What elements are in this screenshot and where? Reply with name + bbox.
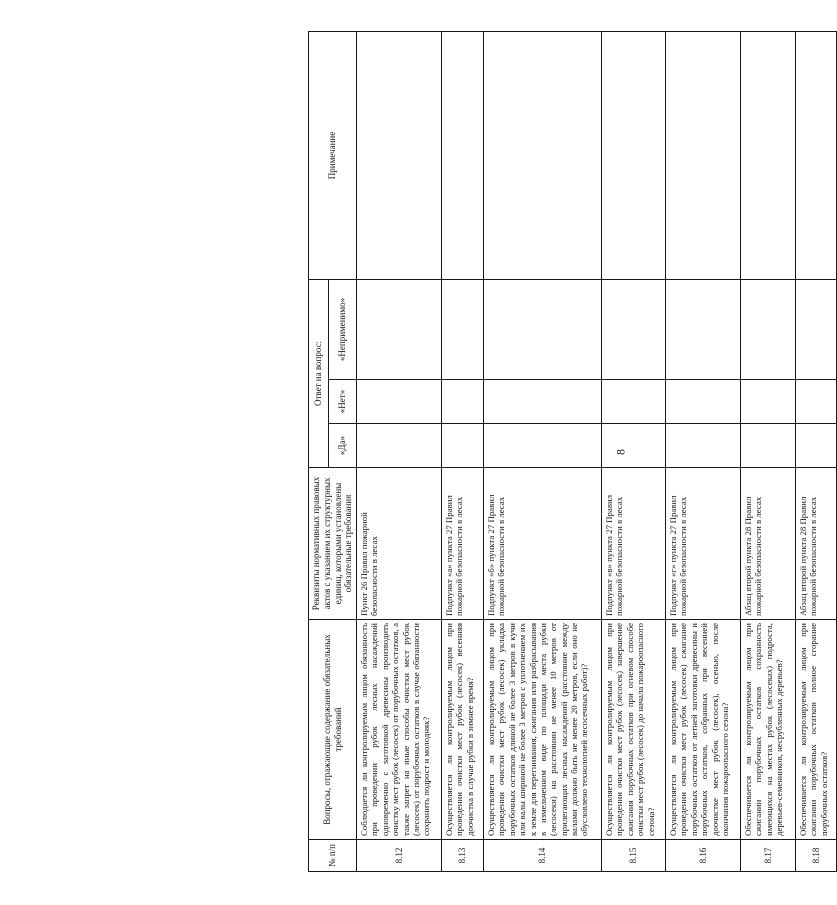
row-num: 8.17: [741, 840, 796, 872]
checklist-sheet: [308, 32, 829, 872]
header-yes: «Да»: [329, 424, 357, 468]
note-cell: [357, 32, 442, 280]
note-cell: [484, 32, 602, 280]
row-question: Осуществляется ли контролируемым лицом при проведении очистки мест рубок (лесосек) завершение сжигания порубочных остатков при огневом способе очистки мест рубок (лесосек) до начала пожароопасного сезона?: [602, 620, 666, 840]
row-requisite: Подпункт «б» пункта 27 Правил пожарной безопасности в лесах: [484, 468, 602, 620]
answer-yes-cell: [796, 424, 837, 468]
answer-na-cell: [484, 280, 602, 380]
row-requisite: Подпункт «г» пункта 27 Правил пожарной безопасности в лесах: [666, 468, 741, 620]
answer-na-cell: [357, 280, 442, 380]
row-num: 8.16: [666, 840, 741, 872]
answer-yes-cell: [602, 424, 666, 468]
row-question: Осуществляется ли контролируемым лицом при проведении очистки мест рубок (лесосек) сжигание порубочных остатков от летней заготовки древесины и порубочных остатков, собранных при весенней доочистке мест рубок (лесосек), осенью, после окончания пожароопасного сезона?: [666, 620, 741, 840]
answer-na-cell: [666, 280, 741, 380]
row-requisite: Пункт 26 Правил пожарной безопасности в лесах: [357, 468, 442, 620]
row-requisite: Абзац второй пункта 28 Правил пожарной безопасности в лесах: [796, 468, 837, 620]
answer-yes-cell: [484, 424, 602, 468]
answer-no-cell: [741, 380, 796, 424]
table-row: [796, 32, 837, 872]
answer-yes-cell: [357, 424, 442, 468]
row-num: 8.18: [796, 840, 837, 872]
answer-yes-cell: [442, 424, 484, 468]
header-no: «Нет»: [329, 380, 357, 424]
table-row: [741, 32, 796, 872]
header-answer: Ответ на вопрос:: [309, 280, 329, 468]
answer-na-cell: [741, 280, 796, 380]
note-cell: [442, 32, 484, 280]
note-cell: [796, 32, 837, 280]
answer-no-cell: [796, 380, 837, 424]
answer-no-cell: [484, 380, 602, 424]
row-question: Обеспечивается ли контролируемым лицом при сжигании порубочных остатков полное сгорание порубочных остатков?: [796, 620, 837, 840]
row-requisite: Подпункт «а» пункта 27 Правил пожарной безопасности в лесах: [442, 468, 484, 620]
note-cell: [602, 32, 666, 280]
answer-yes-cell: [741, 424, 796, 468]
table-row: [666, 32, 741, 872]
page-number: 8: [613, 449, 628, 455]
note-cell: [666, 32, 741, 280]
row-num: 8.13: [442, 840, 484, 872]
row-question: Осуществляется ли контролируемым лицом при проведении очистки мест рубок (лесосек) укладка порубочных остатков длиной не более 3 метров в кучи или валы шириной не более 3 метров с уплотнением их к земле для перегнивания, сжигания или разбрасывания в измельченном виде по площади места рубки (лесосеки) на расстоянии не менее 10 метров от прилегающих лесных насаждений (расстояние между валами должно быть не менее 20 метров, если оно не обусловлено технологией лесосечных работ)?: [484, 620, 602, 840]
row-requisite: Абзац второй пункта 28 Правил пожарной безопасности в лесах: [741, 468, 796, 620]
header-note: Примечание: [309, 32, 357, 280]
answer-yes-cell: [666, 424, 741, 468]
header-question: Вопросы, отражающие содержание обязательных требований: [309, 620, 357, 840]
header-requisites: Реквизиты нормативных правовых актов с указанием их структурных единиц, которыми установлены обязательные требования: [309, 468, 357, 620]
note-cell: [741, 32, 796, 280]
row-num: 8.12: [357, 840, 442, 872]
row-question: Обеспечивается ли контролируемым лицом при сжигании порубочных остатков сохранность имеющихся на местах рубок (лесосеках) подроста, деревьев-семенников, несрубленных деревьев?: [741, 620, 796, 840]
answer-no-cell: [666, 380, 741, 424]
answer-na-cell: [602, 280, 666, 380]
checklist-table: [308, 31, 837, 872]
row-num: 8.14: [484, 840, 602, 872]
row-question: Осуществляется ли контролируемым лицом при проведении очистки мест рубок (лесосек) весенняя доочистка в случае рубки в зимнее время?: [442, 620, 484, 840]
answer-no-cell: [357, 380, 442, 424]
answer-no-cell: [602, 380, 666, 424]
answer-no-cell: [442, 380, 484, 424]
answer-na-cell: [442, 280, 484, 380]
table-row: [357, 32, 442, 872]
header-num: № п/п: [309, 840, 357, 872]
row-question: Соблюдается ли контролируемым лицом обязанность при проведении рубок лесных насаждений одновременно с заготовкой древесины производить очистку мест рубок (лесосек) от порубочных остатков, а также запрет на иные способы очистки мест рубок (лесосек) от порубочных остатков в случае обязанности сохранить подрост и молодняк?: [357, 620, 442, 840]
row-requisite: Подпункт «в» пункта 27 Правил пожарной безопасности в лесах: [602, 468, 666, 620]
answer-na-cell: [796, 280, 837, 380]
table-row: [602, 32, 666, 872]
table-row: [442, 32, 484, 872]
header-na: «Неприменимо»: [329, 280, 357, 380]
row-num: 8.15: [602, 840, 666, 872]
table-row: [484, 32, 602, 872]
